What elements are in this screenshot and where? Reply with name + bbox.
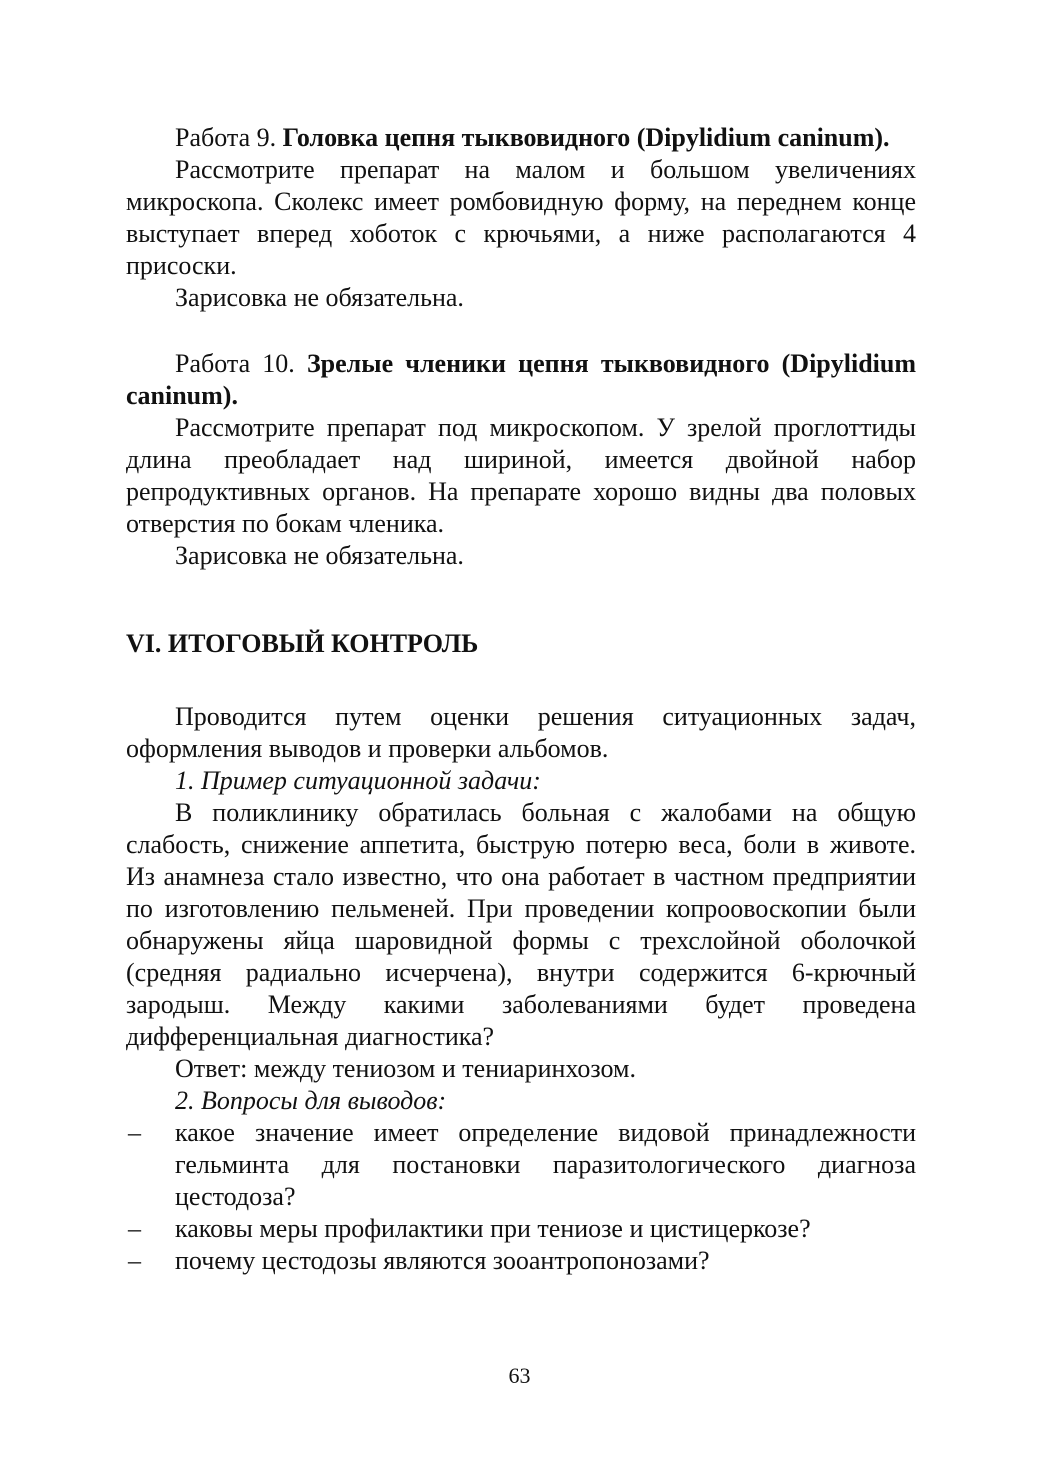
- list-item: [126, 1245, 916, 1277]
- answer-text: Ответ: между тениозом и тениаринхозом.: [175, 1054, 636, 1083]
- work9-prefix: Работа 9.: [175, 123, 283, 152]
- work10-note: Зарисовка не обязательна.: [175, 541, 464, 570]
- questions-label-text: 2. Вопросы для выводов:: [175, 1086, 447, 1115]
- questions-label: [126, 1085, 916, 1117]
- dash-marker: –: [128, 1214, 141, 1243]
- list-item: [126, 1213, 916, 1245]
- dash-marker: –: [128, 1246, 141, 1275]
- page-content: [126, 122, 916, 1277]
- example-label: [126, 765, 916, 797]
- section-intro: Проводится путем оценки решения ситуационных задач, оформления выводов и проверки альбомов.: [126, 702, 916, 763]
- work10-heading: [126, 348, 916, 412]
- dash-marker: –: [128, 1118, 141, 1147]
- question-text: каковы меры профилактики при тениозе и цистицеркозе?: [175, 1214, 811, 1243]
- work9-heading: [126, 122, 916, 154]
- section-heading: VI. ИТОГОВЫЙ КОНТРОЛЬ: [126, 629, 479, 658]
- work10-prefix: Работа 10.: [175, 349, 307, 378]
- questions-list: [126, 1117, 916, 1277]
- work9-title: Головка цепня тыквовидного (Dipylidium caninum).: [282, 123, 890, 152]
- work9-note: Зарисовка не обязательна.: [175, 283, 464, 312]
- work10-body: Рассмотрите препарат под микроскопом. У зрелой проглоттиды длина преобладает над шириной, имеется двойной набор репродуктивных органов. На препарате хорошо видны два половых отверстия по бокам членика.: [126, 413, 916, 538]
- page-number: 63: [508, 1363, 531, 1388]
- list-item: [126, 1117, 916, 1213]
- work10-title: Зрелые членики цепня тыквовидного (Dipylidium caninum).: [126, 349, 916, 410]
- question-text: почему цестодозы являются зооантропонозами?: [175, 1246, 710, 1275]
- example-label-text: 1. Пример ситуационной задачи:: [175, 766, 541, 795]
- work9-body: Рассмотрите препарат на малом и большом увеличениях микроскопа. Сколекс имеет ромбовидную форму, на переднем конце выступает вперед хоботок с крючьями, а ниже располагаются 4 присоски.: [126, 155, 916, 280]
- task-text: В поликлинику обратилась больная с жалобами на общую слабость, снижение аппетита, быструю потерю веса, боли в животе. Из анамнеза стало известно, что она работает в частном предприятии по изготовлению пельменей. При проведении копроовоскопии были обнаружены яйца шаровидной формы с трехслойной оболочкой (средняя радиально исчерчена), внутри содержится 6-крючный зародыш. Между какими заболеваниями будет проведена дифференциальная диагностика?: [126, 798, 916, 1051]
- question-text: какое значение имеет определение видовой принадлежности гельминта для постановки паразитологического диагноза цестодоза?: [175, 1118, 916, 1211]
